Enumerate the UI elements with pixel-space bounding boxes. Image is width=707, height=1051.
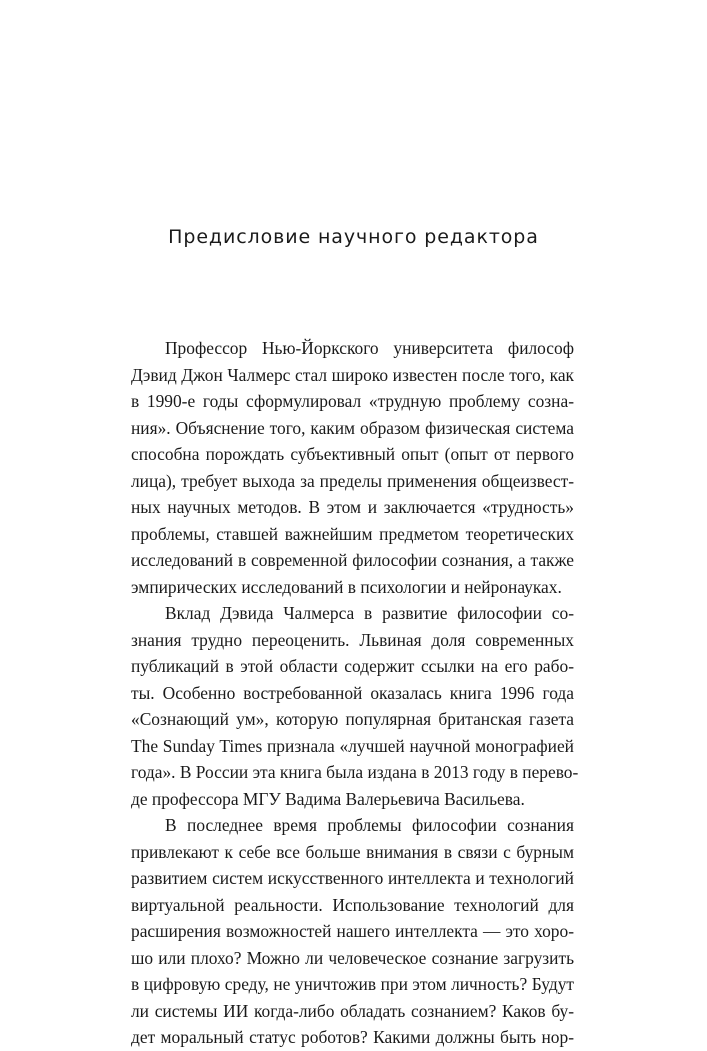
text-line: расширения возможностей нашего интеллекта — это хоро- <box>131 921 574 941</box>
text-line: Вклад Дэвида Чалмерса в развитие философии со- <box>165 603 574 623</box>
text-line: В последнее время проблемы философии сознания <box>165 815 574 835</box>
text-line: ных научных методов. В этом и заключается «трудность» <box>131 497 574 517</box>
text-line: дет моральный статус роботов? Какими должны быть нор- <box>131 1027 574 1047</box>
text-line: ния». Объяснение того, каким образом физическая система <box>131 417 574 438</box>
text-line: знания трудно переоценить. Львиная доля современных <box>131 629 574 650</box>
paragraph-3 <box>131 812 574 1051</box>
text-line: шо или плохо? Можно ли человеческое сознание загрузить <box>131 947 574 968</box>
paragraph-2 <box>131 600 579 812</box>
text-line: в 1990-е годы сформулировал «трудную проблему созна- <box>131 391 574 411</box>
text-line: ли системы ИИ когда-либо обладать сознанием? Каков бу- <box>131 1000 574 1021</box>
text-line: года». В России эта книга была издана в 2013 году в перево- <box>131 762 579 782</box>
text-line: The Sunday Times признала «лучшей научной монографией <box>131 735 574 756</box>
text-line: исследований в современной философии сознания, а также <box>131 550 574 570</box>
text-line: привлекают к себе все больше внимания в связи с бурным <box>131 841 574 862</box>
text-line: развитием систем искусственного интеллекта и технологий <box>131 868 574 888</box>
text-line: ты. Особенно востребованной оказалась книга 1996 года <box>131 682 574 703</box>
text-line: публикаций в этой области содержит ссылки на его рабо- <box>131 656 574 676</box>
text-line: в цифровую среду, не уничтожив при этом личность? Будут <box>131 974 574 994</box>
paragraph-1 <box>131 335 574 600</box>
text-line: способна порождать субъективный опыт (опыт от первого <box>131 444 574 464</box>
text-line: проблемы, ставшей важнейшим предметом теоретических <box>131 523 574 544</box>
text-line: лица), требует выхода за пределы применения общеизвест- <box>131 470 574 491</box>
text-line: Профессор Нью-Йоркского университета философ <box>165 338 574 358</box>
body-text <box>131 335 579 1051</box>
text-line: эмпирических исследований в психологии и нейронауках. <box>131 576 562 597</box>
chapter-heading: Предисловие научного редактора <box>168 226 539 248</box>
text-line: Дэвид Джон Чалмерс стал широко известен после того, как <box>131 364 574 385</box>
text-line: виртуальной реальности. Использование технологий для <box>131 894 574 915</box>
text-line: де профессора МГУ Вадима Валерьевича Васильева. <box>131 788 525 809</box>
text-line: «Сознающий ум», которую популярная британская газета <box>131 709 574 729</box>
